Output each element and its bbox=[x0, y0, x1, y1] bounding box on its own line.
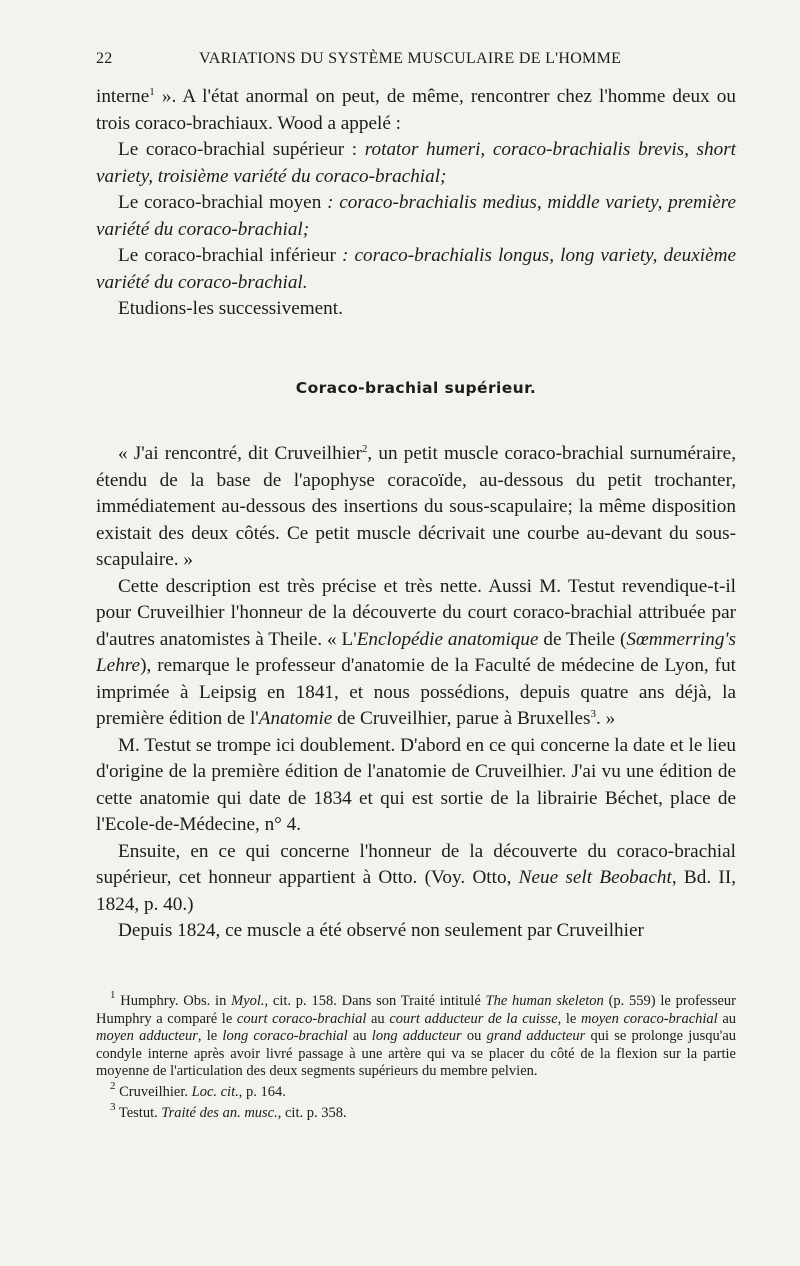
section-title: Coraco-brachial supérieur. bbox=[295, 378, 537, 397]
paragraph-wood-middle: Le coraco-brachial moyen : coraco-brachialis medius, middle variety, première variété du coraco-brachial; bbox=[96, 192, 736, 240]
page-number: 22 bbox=[96, 50, 113, 67]
paragraph-cruveilhier-quote: « J'ai rencontré, dit Cruveilhier$^2$, un petit muscle coraco-brachial surnuméraire, étendu de la base de l'apophyse coracoïde, au-dessous du petit trochanter, immédiatement au-dessous des insertions du sous-scapulaire; la même disposition existait des deux côtés. Ce petit muscle décrivait une courbe au-devant du sous-scapulaire. » bbox=[96, 443, 736, 570]
main-text bbox=[96, 84, 736, 945]
footnote-3: $^3$ Testut. Traité des an. musc., cit. p. 358. bbox=[110, 1100, 347, 1121]
paragraph-wood-superior: Le coraco-brachial supérieur : rotator humeri, coraco-brachialis brevis, short variety, troisième variété du coraco-brachial; bbox=[96, 139, 736, 187]
paragraph-wood-inferior: Le coraco-brachial inférieur : coraco-brachialis longus, long variety, deuxième variété du coraco-brachial. bbox=[96, 245, 736, 293]
paragraph-testut: Cette description est très précise et très nette. Aussi M. Testut revendique-t-il pour Cruveilhier l'honneur de la découverte du court coraco-brachial attribuée par d'autres anatomistes à Theile. « L'Enclopédie anatomique de Theile (Sœmmerring's Lehre), remarque le professeur d'anatomie de la Faculté de médecine de Lyon, fut imprimée à Leipsig en 1841, et nous possédions, depuis quatre ans déjà, la première édition de l'Anatomie de Cruveilhier, parue à Bruxelles$^3$. » bbox=[96, 575, 737, 729]
footnote-ref-1: 1 bbox=[149, 86, 155, 98]
paragraph-testut-error: M. Testut se trompe ici doublement. D'abord en ce qui concerne la date et le lieu d'origine de la première édition de l'anatomie de Cruveilhier. J'ai vu une édition de cette anatomie qui date de 1834 et qui est sortie de la librairie Béchet, place de l'Ecole-de-Médecine, n° 4. bbox=[96, 734, 736, 835]
footnotes bbox=[96, 989, 737, 1125]
paragraph-otto: Ensuite, en ce qui concerne l'honneur de la découverte du coraco-brachial supérieur, cet honneur appartient à Otto. (Voy. Otto, Neue selt Beobacht, Bd. II, 1824, p. 40.) bbox=[96, 840, 737, 915]
paragraph-study: Etudions-les successivement. bbox=[118, 298, 343, 319]
footnote-ref-3: 3 bbox=[590, 708, 596, 720]
paragraph-since-1824: Depuis 1824, ce muscle a été observé non seulement par Cruveilhier bbox=[118, 920, 644, 941]
footnote-ref-2: 2 bbox=[361, 443, 368, 455]
running-header bbox=[96, 50, 736, 74]
footnote-2: $^2$ Cruveilhier. Loc. cit., p. 164. bbox=[110, 1079, 286, 1100]
paragraph-1: interne$^1$ ». A l'état anormal on peut, de même, rencontrer chez l'homme deux ou trois coraco-brachiaux. Wood a appelé : bbox=[96, 86, 736, 134]
running-title: VARIATIONS DU SYSTÈME MUSCULAIRE DE L'HOMME bbox=[199, 50, 622, 67]
footnote-1: $^1$ Humphry. Obs. in Myol., cit. p. 158. Dans son Traité intitulé The human skeleton (p. 559) le professeur Humphry a comparé le court coraco-brachial au court adducteur de la cuisse, le moyen coraco-brachial au moyen adducteur, le long coraco-brachial au long adducteur ou grand adducteur qui se prolonge jusqu'au condyle interne après avoir livré passage à une artère qui va se placer du côté de la flexion sur la partie moyenne de l'articulation des deux segments supérieurs du membre pelvien. bbox=[96, 989, 737, 1080]
